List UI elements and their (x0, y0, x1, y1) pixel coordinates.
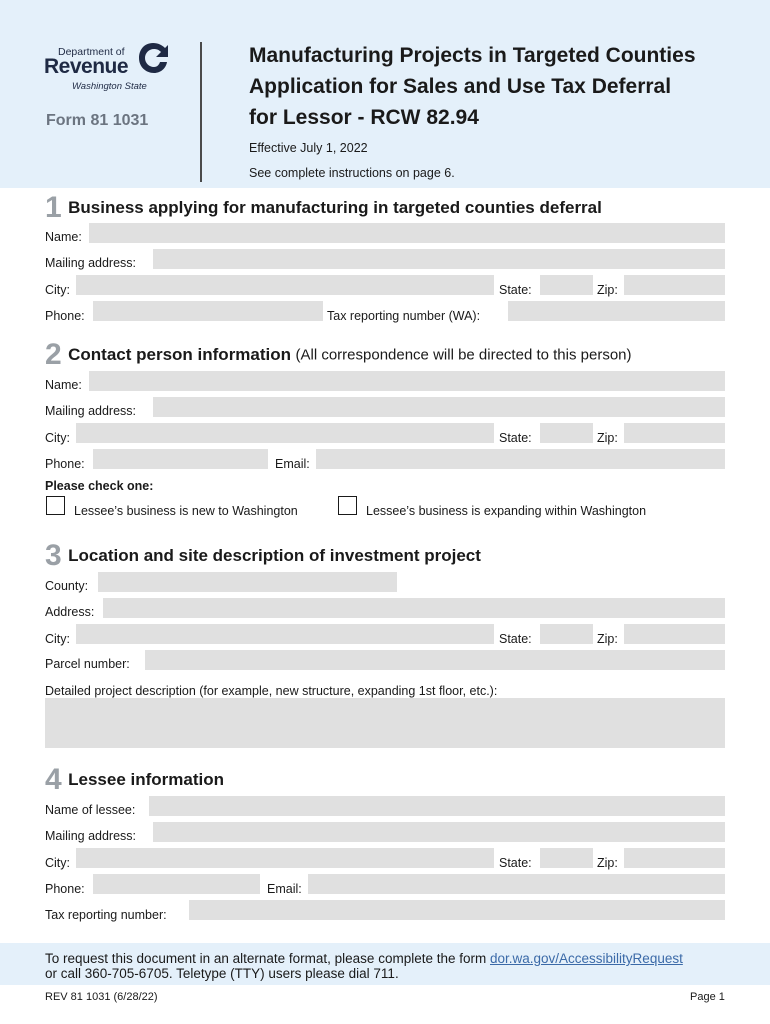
section-number: 3 (45, 539, 62, 572)
business-city-field[interactable] (76, 275, 494, 295)
contact-name-field[interactable] (89, 371, 725, 391)
site-city-field[interactable] (76, 624, 494, 644)
lessee-state-field[interactable] (540, 848, 593, 868)
business-phone-field[interactable] (93, 301, 323, 321)
contact-state-field[interactable] (540, 423, 593, 443)
section-number: 2 (45, 338, 62, 371)
mailing-address-label: Mailing address: (45, 256, 137, 270)
lessee-name-field[interactable] (149, 796, 725, 816)
city-label: City: (45, 856, 70, 870)
business-zip-field[interactable] (624, 275, 725, 295)
phone-label: Phone: (45, 309, 85, 323)
section-title: Business applying for manufacturing in targeted counties deferral (68, 198, 602, 217)
form-title (249, 40, 749, 133)
lessee-name-label: Name of lessee: (45, 803, 136, 817)
title-line-1: Manufacturing Projects in Targeted Counties (249, 44, 696, 67)
contact-email-field[interactable] (316, 449, 725, 469)
lessee-zip-field[interactable] (624, 848, 725, 868)
state-label: State: (499, 283, 532, 297)
parcel-number-label: Parcel number: (45, 657, 130, 671)
project-description-field[interactable] (45, 698, 725, 748)
phone-label: Phone: (45, 882, 85, 896)
section-title: Location and site description of investment project (68, 546, 481, 565)
contact-mailing-address-field[interactable] (153, 397, 725, 417)
name-label: Name: (45, 378, 82, 392)
section-4-header (45, 763, 224, 797)
section-3-header (45, 539, 481, 573)
site-state-field[interactable] (540, 624, 593, 644)
accessibility-text: To request this document in an alternate format, please complete the form (45, 951, 490, 966)
title-line-2: Application for Sales and Use Tax Deferral (249, 75, 672, 98)
accessibility-phone-note: or call 360-705-6705. Teletype (TTY) users please dial 711. (45, 966, 399, 981)
state-label: State: (499, 856, 532, 870)
address-label: Address: (45, 605, 95, 619)
expanding-business-checkbox[interactable] (338, 496, 357, 515)
phone-label: Phone: (45, 457, 85, 471)
contact-city-field[interactable] (76, 423, 494, 443)
email-label: Email: (267, 882, 302, 896)
logo-dept-text: Department of (58, 46, 125, 58)
effective-date: Effective July 1, 2022 (249, 141, 368, 155)
business-tax-number-field[interactable] (508, 301, 725, 321)
city-label: City: (45, 431, 70, 445)
logo-state-text: Washington State (72, 81, 147, 92)
dor-logo (44, 40, 174, 95)
zip-label: Zip: (597, 856, 618, 870)
instructions-note: See complete instructions on page 6. (249, 166, 455, 180)
tax-reporting-label: Tax reporting number (WA): (327, 309, 481, 323)
expanding-business-option-label: Lessee’s business is expanding within Washington (366, 504, 647, 518)
page-number: Page 1 (690, 991, 725, 1003)
business-name-field[interactable] (89, 223, 725, 243)
accessibility-request-link[interactable]: dor.wa.gov/AccessibilityRequest (490, 951, 683, 966)
city-label: City: (45, 283, 70, 297)
lessee-phone-field[interactable] (93, 874, 260, 894)
zip-label: Zip: (597, 431, 618, 445)
state-label: State: (499, 632, 532, 646)
section-number: 4 (45, 763, 62, 796)
section-title: Lessee information (68, 770, 225, 789)
mailing-address-label: Mailing address: (45, 404, 137, 418)
site-zip-field[interactable] (624, 624, 725, 644)
city-label: City: (45, 632, 70, 646)
lessee-email-field[interactable] (308, 874, 725, 894)
name-label: Name: (45, 230, 82, 244)
new-business-checkbox[interactable] (46, 496, 65, 515)
zip-label: Zip: (597, 632, 618, 646)
contact-phone-field[interactable] (93, 449, 268, 469)
business-state-field[interactable] (540, 275, 593, 295)
lessee-city-field[interactable] (76, 848, 494, 868)
lessee-mailing-address-field[interactable] (153, 822, 725, 842)
lessee-tax-number-field[interactable] (189, 900, 725, 920)
section-2-header (45, 338, 632, 372)
project-description-label: Detailed project description (for example, new structure, expanding 1st floor, etc.): (45, 684, 498, 698)
mailing-address-label: Mailing address: (45, 829, 137, 843)
contact-zip-field[interactable] (624, 423, 725, 443)
revision-code: REV 81 1031 (6/28/22) (45, 991, 158, 1003)
logo-revenue-text: Revenue (44, 55, 129, 78)
tax-reporting-label: Tax reporting number: (45, 908, 167, 922)
new-business-option-label: Lessee’s business is new to Washington (74, 504, 298, 518)
header-divider (200, 42, 202, 182)
check-one-heading: Please check one: (45, 479, 154, 493)
email-label: Email: (275, 457, 310, 471)
business-mailing-address-field[interactable] (153, 249, 725, 269)
zip-label: Zip: (597, 283, 618, 297)
section-title: Contact person information (68, 345, 292, 364)
accessibility-note (45, 951, 683, 966)
form-number: Form 81 1031 (46, 112, 149, 129)
parcel-number-field[interactable] (145, 650, 725, 670)
title-line-3: for Lessor - RCW 82.94 (249, 106, 479, 129)
county-label: County: (45, 579, 89, 593)
state-label: State: (499, 431, 532, 445)
section-note: (All correspondence will be directed to this person) (295, 346, 632, 364)
section-number: 1 (45, 191, 62, 224)
logo-swirl-icon (136, 40, 170, 76)
section-1-header (45, 191, 602, 225)
site-county-field[interactable] (98, 572, 397, 592)
site-address-field[interactable] (103, 598, 725, 618)
